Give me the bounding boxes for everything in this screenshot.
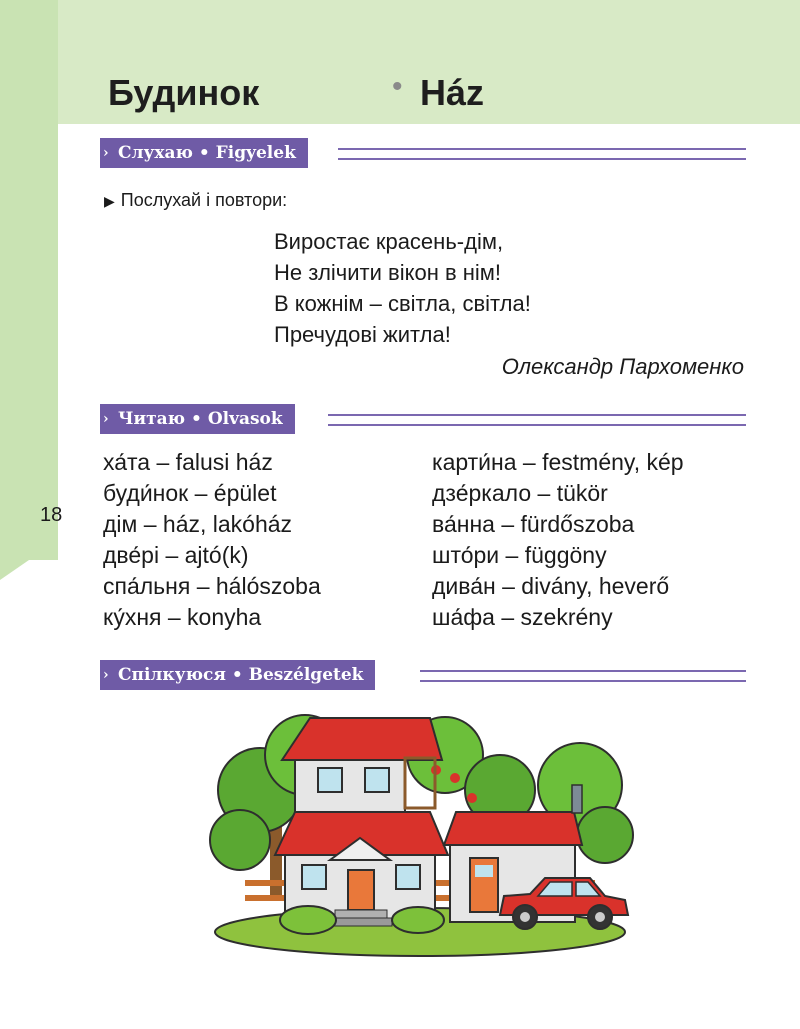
triangle-right-icon: ▶ xyxy=(104,193,115,209)
page-number: 18 xyxy=(40,504,63,526)
vocab-item: ку́хня – konyha xyxy=(103,604,262,630)
poem-line: Не злічити вікон в нім! xyxy=(274,260,502,285)
vocab-item: што́ри – függöny xyxy=(432,542,607,568)
section-label-read: › Читаю • Olvasok xyxy=(100,404,295,434)
title-separator: • xyxy=(392,70,403,103)
side-corner-decor xyxy=(0,540,60,580)
side-decor-band xyxy=(0,0,58,560)
chevron-right-icon: › xyxy=(103,145,109,161)
vocabulary-column-left xyxy=(103,447,321,633)
vocab-item: дзе́ркало – tükör xyxy=(432,480,608,506)
section-rule xyxy=(338,148,746,160)
chevron-right-icon: › xyxy=(103,411,109,427)
vocab-item: спа́льня – hálószoba xyxy=(103,573,321,599)
vocab-item: ва́нна – fürdőszoba xyxy=(432,511,635,537)
section-rule xyxy=(420,670,746,682)
vocab-item: карти́на – festmény, kép xyxy=(432,449,684,475)
poem xyxy=(274,226,531,350)
vocab-item: дива́н – divány, heverő xyxy=(432,573,670,599)
section-label-listen: › Слухаю • Figyelek xyxy=(100,138,308,168)
chevron-right-icon: › xyxy=(103,667,109,683)
page-title-hungarian: Ház xyxy=(420,72,485,113)
vocab-item: ха́та – falusi ház xyxy=(103,449,273,475)
poem-line: Виростає красень-дім, xyxy=(274,229,504,254)
vocab-item: дім – ház, lakóház xyxy=(103,511,293,537)
house-car-illustration xyxy=(200,700,640,960)
section-header-talk xyxy=(100,660,746,690)
section-header-read xyxy=(100,404,746,434)
section-rule xyxy=(328,414,746,426)
section-header-listen xyxy=(100,138,746,168)
vocab-item: две́рі – ajtó(k) xyxy=(103,542,249,568)
vocab-item: ша́фа – szekrény xyxy=(432,604,613,630)
page-title-ukrainian: Будинок xyxy=(108,72,260,113)
vocab-item: буди́нок – épület xyxy=(103,480,277,506)
vocabulary-column-right xyxy=(432,447,684,633)
poem-line: Пречудові житла! xyxy=(274,322,451,347)
poem-line: В кожнім – світла, світла! xyxy=(274,291,531,316)
instruction-text: ▶ Послухай і повтори: xyxy=(104,190,288,210)
section-label-talk: › Спілкуюся • Beszélgetek xyxy=(100,660,375,690)
poem-author: Олександр Пархоменко xyxy=(501,354,744,379)
